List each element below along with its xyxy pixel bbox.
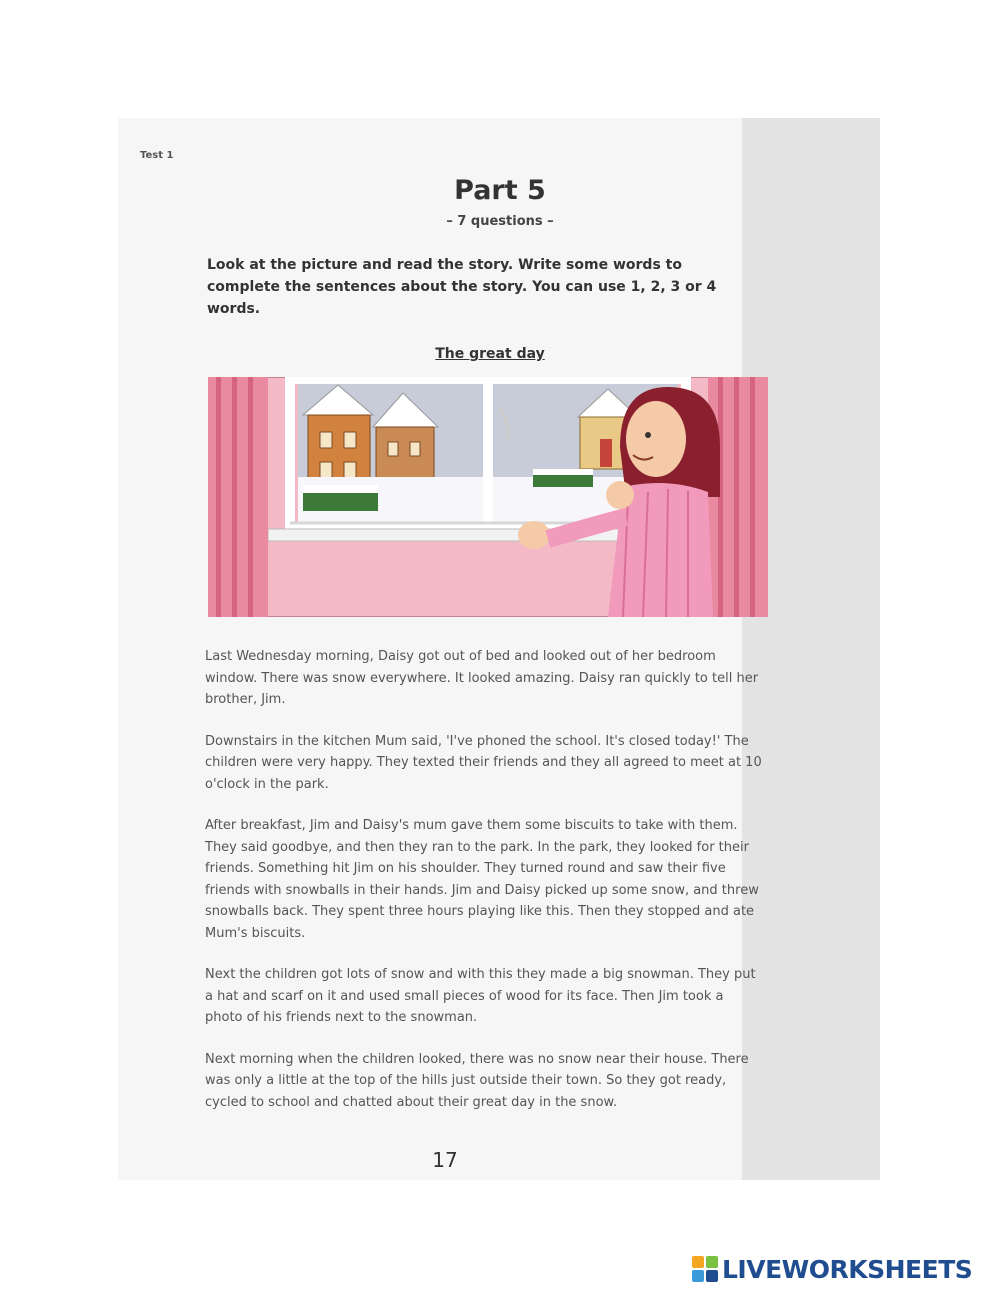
logo-text: LIVEWORKSHEETS [722,1254,973,1284]
girl-face [626,401,686,477]
instructions: Look at the picture and read the story. Write some words to complete the sentences about the story. You can use 1, 2, 3 or 4 words. [207,257,717,317]
page-number: 17 [432,1148,458,1172]
girl-hand-left [518,521,550,549]
story-title: The great day [435,346,545,362]
part-title: Part 5 [454,175,546,206]
story-paragraph: After breakfast, Jim and Daisy's mum gave them some biscuits to take with them. They said goodbye, and then they ran to the park. In the park, they looked for their friends. Something hit Jim on his shoulder. They turned round and saw their five friends with snowballs in their hands. Jim and Daisy picked up some snow, and threw snowballs back. They spent three hours playing like this. Then they stopped and ate Mum's biscuits. [205,818,759,941]
liveworksheets-logo-icon [692,1256,718,1282]
girl-hand-right [606,481,634,509]
story-paragraph: Next morning when the children looked, there was no snow near their house. There was only a little at the top of the hills just outside their town. So they got ready, cycled to school and chatted about their great day in the snow. [205,1051,749,1110]
story-illustration [208,377,768,617]
test-label: Test 1 [140,150,174,161]
liveworksheets-logo[interactable] [692,1254,972,1284]
story-paragraph: Last Wednesday morning, Daisy got out of bed and looked out of her bedroom window. There was snow everywhere. It looked amazing. Daisy ran quickly to tell her brother, Jim. [205,649,759,707]
story-paragraph: Downstairs in the kitchen Mum said, 'I've phoned the school. It's closed today!' The children were very happy. They texted their friends and they all agreed to meet at 10 o'clock in the park. [205,733,762,792]
story-paragraph: Next the children got lots of snow and with this they made a big snowman. They put a hat and scarf on it and used small pieces of wood for its face. Then Jim took a photo of his friends next to the snowman. [205,967,756,1025]
part-subtitle: – 7 questions – [446,214,554,229]
story-text [205,646,765,1133]
